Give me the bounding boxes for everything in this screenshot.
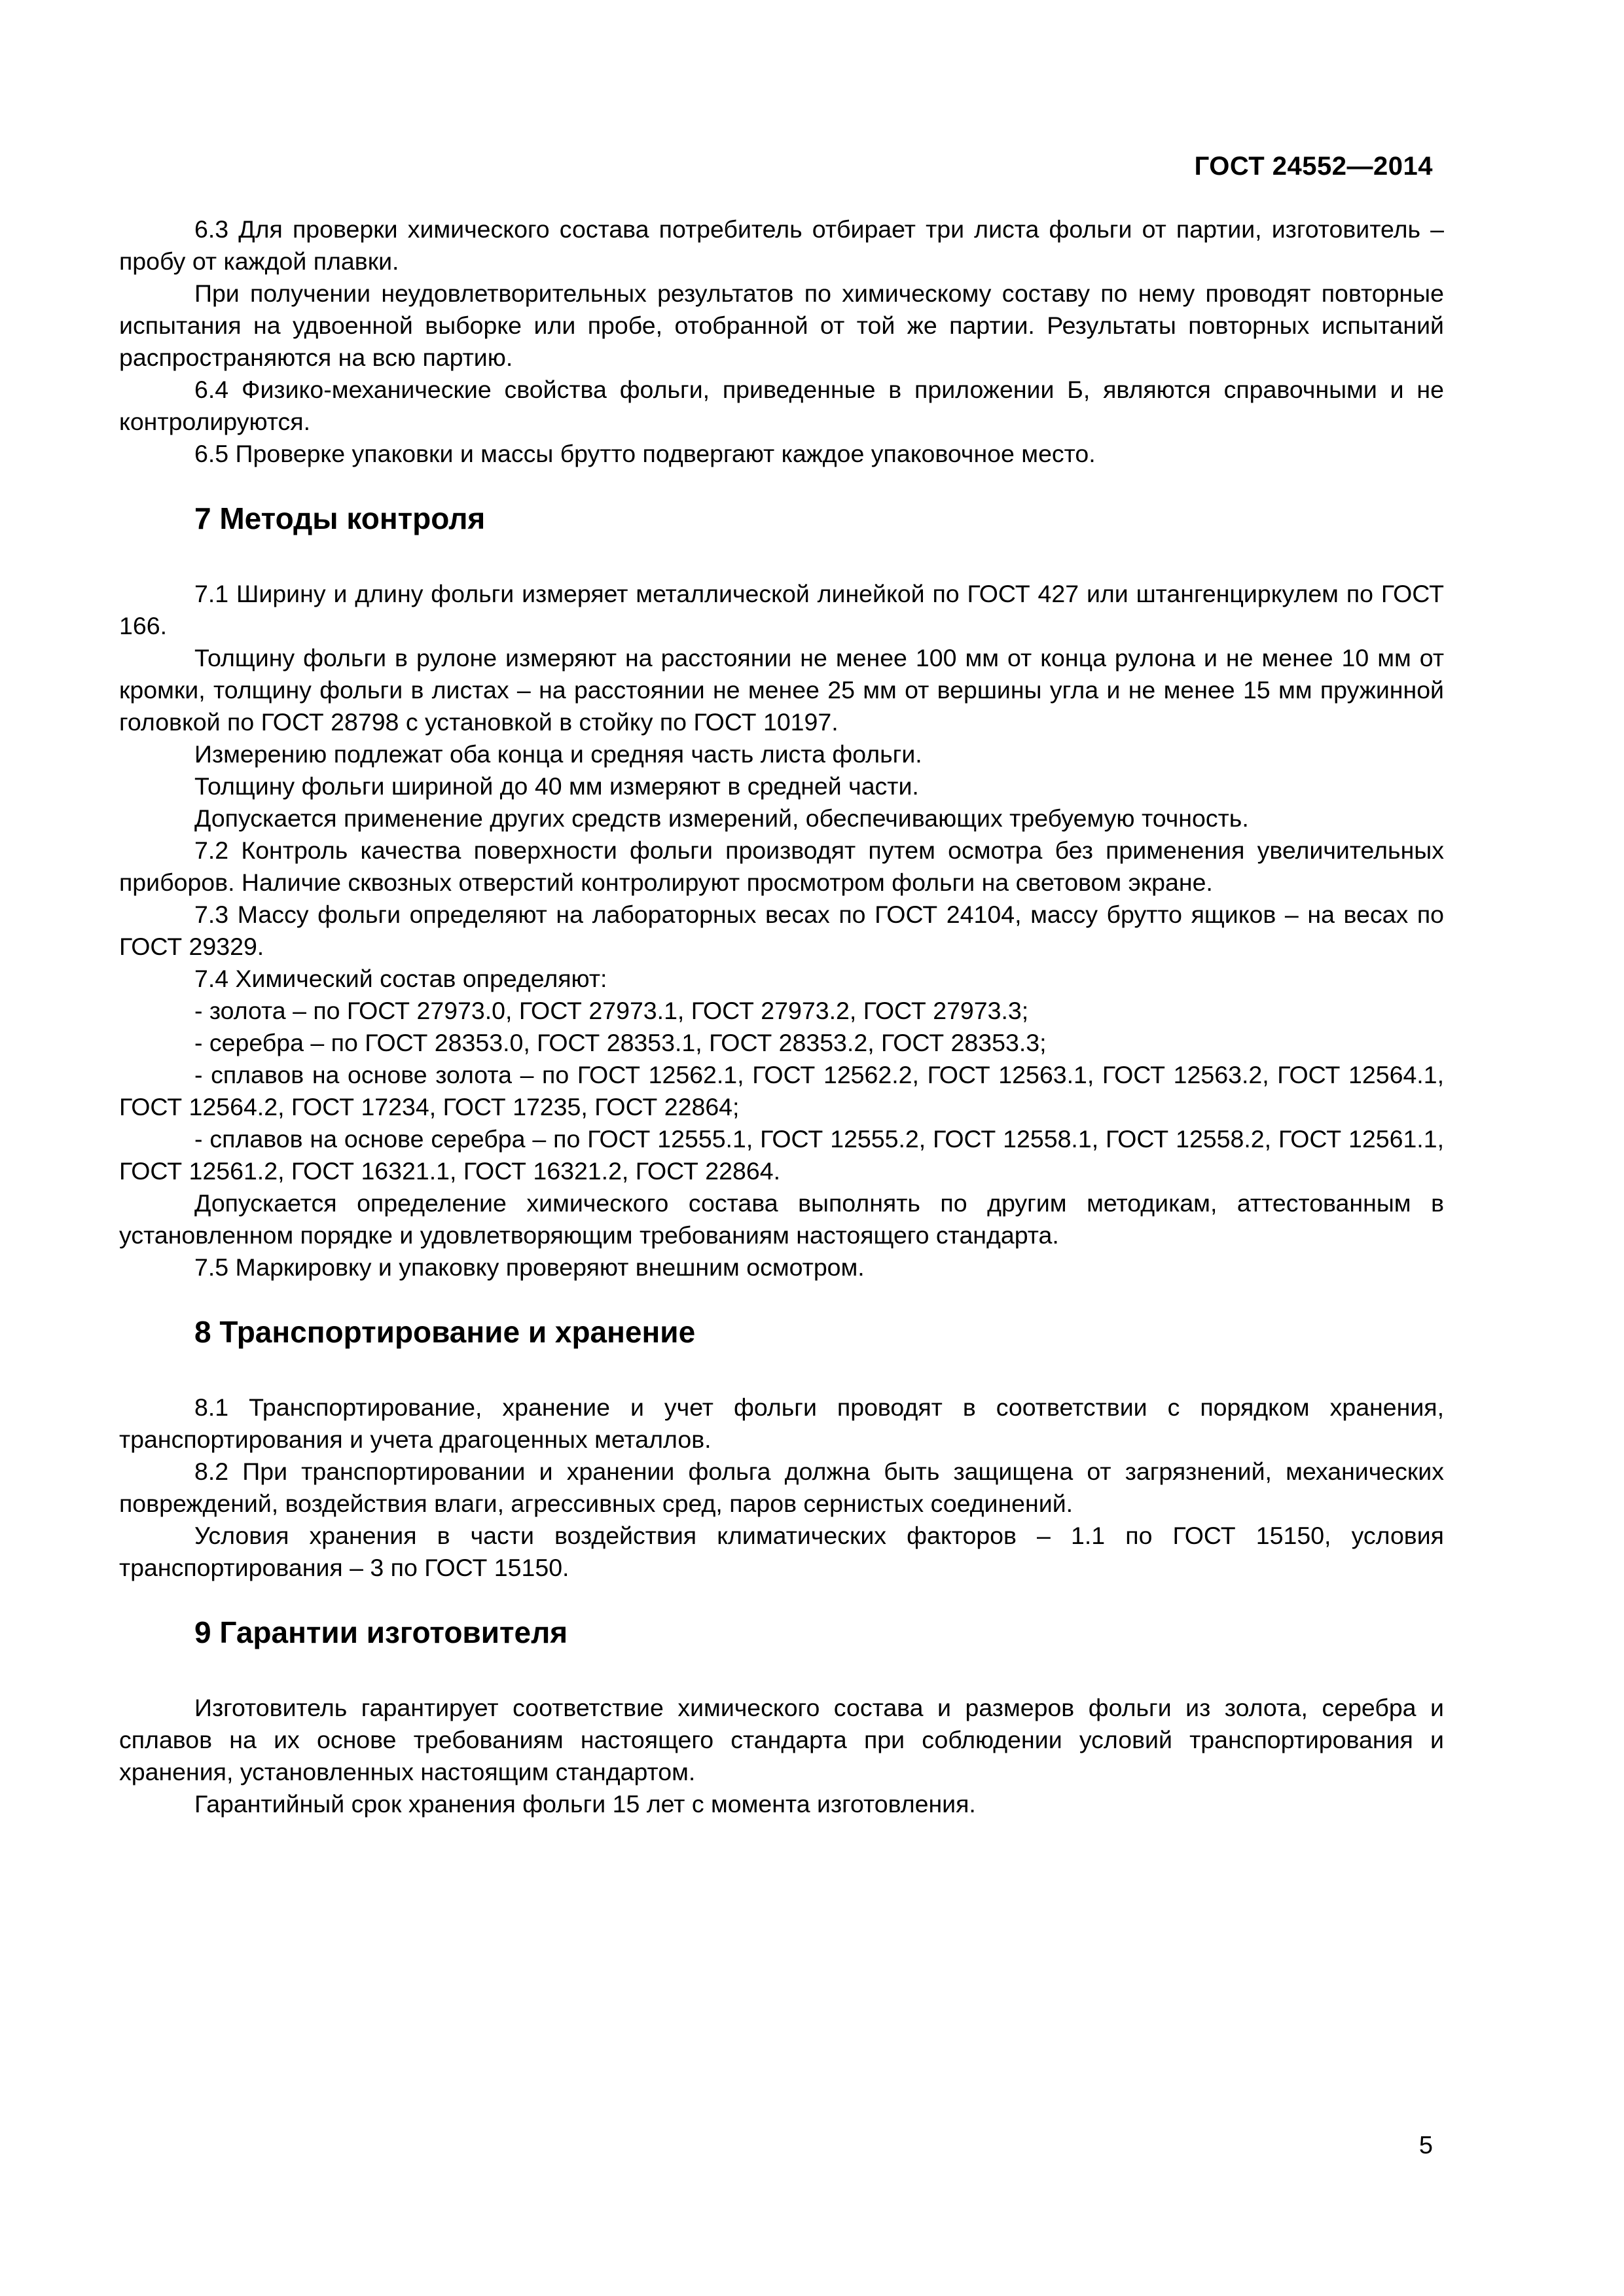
section-heading-8: 8 Транспортирование и хранение bbox=[194, 1315, 696, 1349]
list-item: - сплавов на основе серебра – по ГОСТ 12555.1, ГОСТ 12555.2, ГОСТ 12558.1, ГОСТ 12558.2, ГОСТ 12561.1, ГОСТ 12561.2, ГОСТ 16321.1, ГОСТ 16321.2, ГОСТ 22864. bbox=[119, 1125, 1444, 1185]
document-body bbox=[119, 213, 1444, 1820]
paragraph: Условия хранения в части воздействия климатических факторов – 1.1 по ГОСТ 15150, условия транспортирования – 3 по ГОСТ 15150. bbox=[119, 1522, 1444, 1581]
paragraph: 7.2 Контроль качества поверхности фольги производят путем осмотра без применения увеличительных приборов. Наличие сквозных отверстий контролируют просмотром фольги на световом экране. bbox=[119, 836, 1444, 896]
document-code-header: ГОСТ 24552—2014 bbox=[1194, 152, 1433, 181]
paragraph: Изготовитель гарантирует соответствие химического состава и размеров фольги из золота, серебра и сплавов на их основе требованиям настоящего стандарта при соблюдении условий транспортирования и хранения, установленных настоящим стандартом. bbox=[119, 1694, 1444, 1785]
paragraph: При получении неудовлетворительных результатов по химическому составу по нему проводят повторные испытания на удвоенной выборке или пробе, отобранной от той же партии. Результаты повторных испытаний распространяются на всю партию. bbox=[119, 279, 1444, 371]
paragraph: 6.5 Проверке упаковки и массы брутто подвергают каждое упаковочное место. bbox=[194, 440, 1096, 467]
paragraph: Толщину фольги шириной до 40 мм измеряют в средней части. bbox=[194, 772, 919, 800]
paragraph: 6.3 Для проверки химического состава потребитель отбирает три листа фольги от партии, изготовитель – пробу от каждой плавки. bbox=[119, 215, 1444, 275]
paragraph: 8.1 Транспортирование, хранение и учет фольги проводят в соответствии с порядком хранения, транспортирования и учета драгоценных металлов. bbox=[119, 1393, 1444, 1453]
paragraph: 8.2 При транспортировании и хранении фольга должна быть защищена от загрязнений, механических повреждений, воздействия влаги, агрессивных сред, паров сернистых соединений. bbox=[119, 1458, 1444, 1517]
section-heading-7: 7 Методы контроля bbox=[194, 501, 486, 535]
section-heading-9: 9 Гарантии изготовителя bbox=[194, 1615, 568, 1649]
paragraph: 7.3 Массу фольги определяют на лабораторных весах по ГОСТ 24104, массу брутто ящиков – на весах по ГОСТ 29329. bbox=[119, 901, 1444, 960]
paragraph: Толщину фольги в рулоне измеряют на расстоянии не менее 100 мм от конца рулона и не менее 10 мм от кромки, толщину фольги в листах – на расстоянии не менее 25 мм от вершины угла и не менее 15 мм пружинной головкой по ГОСТ 28798 с установкой в стойку по ГОСТ 10197. bbox=[119, 644, 1444, 736]
list-item: - золота – по ГОСТ 27973.0, ГОСТ 27973.1, ГОСТ 27973.2, ГОСТ 27973.3; bbox=[194, 997, 1029, 1024]
paragraph: Допускается определение химического состава выполнять по другим методикам, аттестованным в установленном порядке и удовлетворяющим требованиям настоящего стандарта. bbox=[119, 1189, 1444, 1249]
paragraph: 7.4 Химический состав определяют: bbox=[194, 965, 607, 992]
paragraph: Допускается применение других средств измерений, обеспечивающих требуемую точность. bbox=[194, 804, 1249, 832]
paragraph: Измерению подлежат оба конца и средняя часть листа фольги. bbox=[194, 740, 922, 768]
paragraph: 6.4 Физико-механические свойства фольги, приведенные в приложении Б, являются справочными и не контролируются. bbox=[119, 376, 1444, 435]
page-number: 5 bbox=[1418, 2132, 1433, 2159]
list-item: - сплавов на основе золота – по ГОСТ 12562.1, ГОСТ 12562.2, ГОСТ 12563.1, ГОСТ 12563.2, ГОСТ 12564.1, ГОСТ 12564.2, ГОСТ 17234, ГОСТ 17235, ГОСТ 22864; bbox=[119, 1061, 1444, 1121]
paragraph: Гарантийный срок хранения фольги 15 лет с момента изготовления. bbox=[194, 1790, 976, 1818]
paragraph: 7.1 Ширину и длину фольги измеряет металлической линейкой по ГОСТ 427 или штангенциркулем по ГОСТ 166. bbox=[119, 580, 1444, 639]
paragraph: 7.5 Маркировку и упаковку проверяют внешним осмотром. bbox=[194, 1253, 865, 1281]
list-item: - серебра – по ГОСТ 28353.0, ГОСТ 28353.1, ГОСТ 28353.2, ГОСТ 28353.3; bbox=[194, 1029, 1047, 1056]
